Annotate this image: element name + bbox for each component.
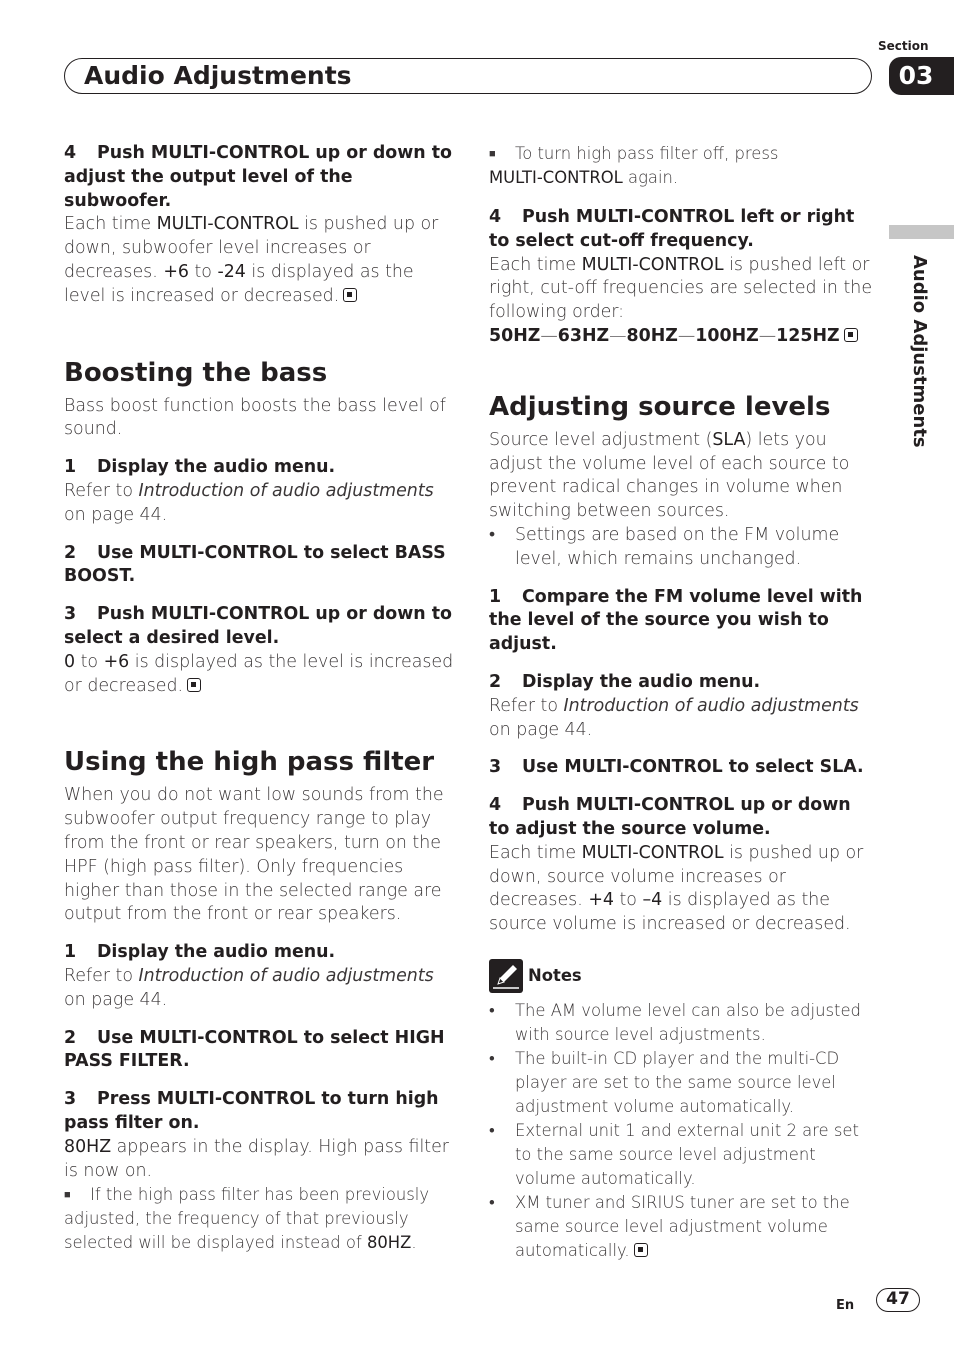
- text: is displayed as the source volume is increased or decreased.: [489, 890, 851, 935]
- text-bold: MULTI-CONTROL: [489, 168, 623, 187]
- frequency-value: 63HZ: [557, 325, 610, 346]
- text: Refer to: [489, 695, 564, 716]
- page-title: Audio Adjustments: [84, 61, 352, 90]
- note-item: [489, 1191, 875, 1263]
- notes-title: Notes: [528, 966, 582, 986]
- section-intro: When you do not want low sounds from the subwoofer output frequency range to play from the front or rear speakers, turn on the HPF (high pass filter). Only frequencies higher than those in the selected range are output from the front or rear speakers.: [64, 785, 444, 925]
- text-bold: -24: [217, 261, 246, 282]
- side-label: Audio Adjustments: [909, 255, 930, 448]
- text-bold: 80HZ: [64, 1136, 112, 1157]
- step-body: [64, 1136, 456, 1184]
- section-intro: [489, 429, 875, 524]
- text: Each time: [489, 842, 582, 863]
- notes-list: [489, 999, 875, 1263]
- note-item: • The built-in CD player and the multi-CD player are set to the same source level adjustment volume automatically.: [489, 1047, 875, 1119]
- frequency-value: 125HZ: [776, 325, 840, 346]
- note-text: [64, 1183, 456, 1255]
- frequency-value: 100HZ: [695, 325, 759, 346]
- step-heading: [64, 542, 456, 590]
- step-heading: [64, 456, 456, 480]
- section-heading: Adjusting source levels: [489, 391, 831, 422]
- step-number: 3: [64, 1089, 77, 1110]
- step-body: [64, 651, 456, 699]
- step-title: Use MULTI-CONTROL to select SLA.: [522, 757, 864, 778]
- text: is displayed as the level is increased or decreased.: [64, 261, 414, 306]
- step-title: Push MULTI-CONTROL up or down to adjust the source volume.: [489, 795, 851, 839]
- text-bold: 0: [64, 651, 76, 672]
- step-title: Display the audio menu.: [97, 457, 336, 478]
- text-bold: +6: [103, 651, 130, 672]
- step-title: Compare the FM volume level with the level of the source you wish to adjust.: [489, 586, 863, 655]
- step-heading: [64, 142, 456, 213]
- frequency-sequence: [489, 325, 875, 349]
- text: XM tuner and SIRIUS tuner are set to the same source level adjustment volume automatically.: [515, 1192, 850, 1260]
- text: on page 44.: [489, 719, 593, 740]
- left-column: [64, 142, 456, 1255]
- step-body: [489, 842, 875, 937]
- text-bold: MULTI-CONTROL: [156, 214, 299, 235]
- text: to: [75, 651, 104, 672]
- step-body: [64, 480, 456, 528]
- text: is pushed up or down, subwoofer level increases or decreases.: [64, 214, 439, 282]
- step-heading: [64, 1088, 456, 1136]
- separator: —: [677, 325, 696, 346]
- section-intro: Bass boost function boosts the bass level of sound.: [64, 395, 446, 440]
- text-bold: +6: [163, 261, 189, 282]
- step-heading: [64, 1027, 456, 1075]
- step-number: 3: [64, 604, 77, 625]
- step-body: [489, 254, 875, 325]
- separator: —: [609, 325, 627, 346]
- text: is pushed up or down, source volume increases or decreases.: [489, 842, 864, 911]
- text-italic: Introduction of audio adjustments: [138, 965, 434, 986]
- step-heading: [64, 941, 456, 965]
- text-bold: –4: [642, 890, 663, 911]
- separator: —: [540, 325, 558, 346]
- text-italic: Introduction of audio adjustments: [138, 480, 434, 501]
- step-title: Press MULTI-CONTROL to turn high pass filter on.: [64, 1089, 439, 1133]
- step-heading: [489, 671, 875, 695]
- step-number: 1: [64, 457, 77, 478]
- text: on page 44.: [64, 989, 168, 1010]
- end-mark-icon: [844, 328, 858, 342]
- square-bullet-icon: ■: [489, 147, 496, 160]
- text: Refer to: [64, 965, 139, 986]
- text: Each time: [64, 214, 157, 235]
- section-number: 03: [898, 61, 934, 90]
- section-heading: Using the high pass filter: [64, 747, 435, 778]
- step-number: 2: [64, 542, 77, 563]
- text-bold: SLA: [712, 429, 746, 450]
- text: to: [188, 261, 218, 282]
- text-bold: MULTI-CONTROL: [581, 254, 724, 275]
- step-title: Push MULTI-CONTROL up or down to select a desired level.: [64, 604, 452, 648]
- step-heading: [489, 586, 875, 657]
- step-heading: [489, 794, 875, 842]
- step-number: 4: [64, 143, 77, 163]
- step-title: Use MULTI-CONTROL to select BASS BOOST.: [64, 542, 446, 587]
- frequency-value: 80HZ: [626, 325, 678, 346]
- end-mark-icon: [187, 678, 201, 692]
- right-column: [489, 142, 875, 1263]
- language-label: En: [836, 1298, 855, 1313]
- text: If the high pass filter has been previously adjusted, the frequency of that previously selected will be displayed instead of: [64, 1185, 430, 1253]
- separator: —: [758, 325, 777, 346]
- step-title: Display the audio menu.: [97, 942, 336, 963]
- step-body: [489, 695, 875, 743]
- pencil-note-icon: [489, 959, 523, 993]
- section-label: Section: [878, 39, 929, 53]
- bullet-list: [489, 524, 875, 572]
- step-body: [64, 965, 456, 1013]
- step-number: 3: [489, 757, 502, 778]
- end-mark-icon: [634, 1243, 648, 1257]
- frequency-value: 50HZ: [489, 325, 541, 346]
- note-text: [489, 142, 875, 190]
- text: is displayed as the level is increased or decreased.: [64, 651, 454, 696]
- step-number: 4: [489, 207, 502, 227]
- step-title: Use MULTI-CONTROL to select HIGH PASS FILTER.: [64, 1027, 445, 1072]
- notes-header: [489, 959, 875, 993]
- step-number: 2: [489, 671, 502, 692]
- text: Source level adjustment (: [489, 429, 713, 450]
- list-item: • Settings are based on the FM volume level, which remains unchanged.: [489, 524, 875, 572]
- text: Refer to: [64, 480, 139, 501]
- note-item: • External unit 1 and external unit 2 are set to the same source level adjustment volume automatically.: [489, 1119, 875, 1191]
- square-bullet-icon: ■: [64, 1188, 71, 1202]
- text: ) lets you adjust the volume level of each source to prevent radical changes in volume when switching between sources.: [489, 429, 850, 522]
- text-bold: 80HZ: [366, 1233, 412, 1253]
- end-mark-icon: [343, 288, 357, 302]
- text: appears in the display. High pass filter is now on.: [64, 1136, 449, 1181]
- step-heading: [64, 603, 456, 651]
- step-heading: [489, 756, 875, 780]
- text-italic: Introduction of audio adjustments: [563, 695, 859, 716]
- text: on page 44.: [64, 504, 168, 525]
- step-number: 1: [64, 942, 77, 963]
- section-heading: Boosting the bass: [64, 357, 328, 388]
- step-number: 2: [64, 1027, 77, 1048]
- step-title: Display the audio menu.: [522, 671, 761, 692]
- side-tab-marker: [889, 225, 954, 239]
- text-bold: MULTI-CONTROL: [581, 842, 724, 863]
- text: Each time: [489, 254, 582, 275]
- note-item: • The AM volume level can also be adjusted with source level adjustments.: [489, 999, 875, 1047]
- step-number: 1: [489, 586, 502, 607]
- step-number: 4: [489, 795, 502, 816]
- text: .: [411, 1233, 417, 1253]
- step-body: [64, 213, 456, 308]
- page-number: 47: [876, 1288, 920, 1312]
- step-title: Push MULTI-CONTROL up or down to adjust the output level of the subwoofer.: [64, 143, 452, 211]
- text: To turn high pass filter off, press: [515, 144, 779, 163]
- text: is pushed left or right, cut-off frequencies are selected in the following order:: [489, 254, 873, 323]
- step-heading: [489, 206, 875, 254]
- text: to: [613, 890, 643, 911]
- text-bold: +4: [588, 890, 614, 911]
- step-title: Push MULTI-CONTROL left or right to select cut-off frequency.: [489, 207, 855, 251]
- text: again.: [622, 168, 679, 187]
